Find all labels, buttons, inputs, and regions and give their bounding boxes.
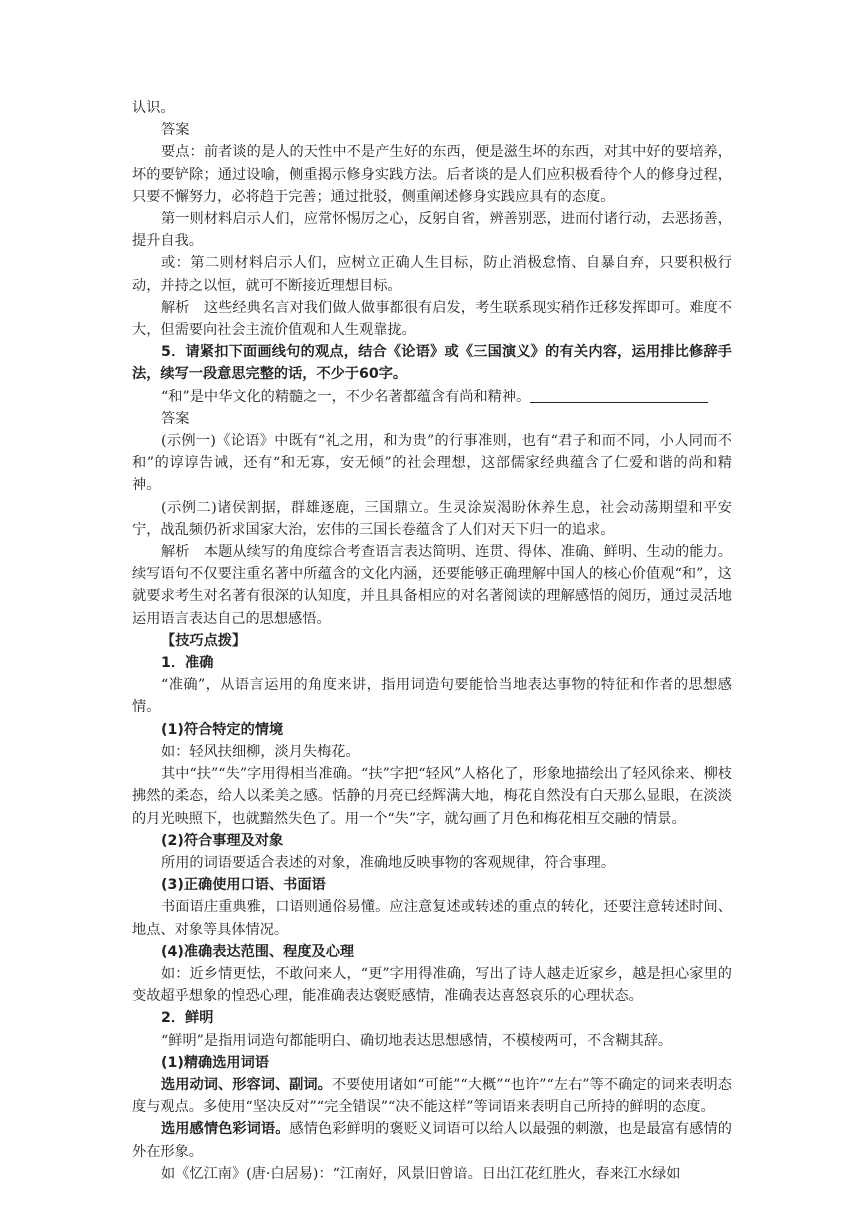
subheading: (1)精确选用词语 (161, 1054, 269, 1071)
heading-vivid: 2．鲜明 (161, 1010, 214, 1027)
paragraph: “鲜明”是指用词造句都能明白、确切地表达思想感情，不模棱两可，不含糊其辞。 (161, 1032, 673, 1049)
inline-bold-heading: 选用感情色彩词语。 (161, 1121, 290, 1138)
question-sentence (132, 386, 732, 408)
paragraph: “准确”，从语言运用的角度来讲，指用词造句要能恰当地表达事物的特征和作者的思想感情。 (132, 677, 732, 716)
analysis-text: 解析 本题从续写的角度综合考查语言表达简明、连贯、得体、准确、鲜明、生动的能力。续写语句不仅要注重名著中所蕴含的文化内涵，还要能够正确理解中国人的核心价值观“和”，这就要求考生对名著有很深的认知度，并且具备相应的对名著阅读的理解感悟的阅历，通过灵活地运用语言表达自己的思想感悟。 (132, 544, 732, 627)
answer-label: 答案 (161, 410, 190, 427)
answer-label: 答案 (161, 122, 190, 139)
subheading: (3)正确使用口语、书面语 (161, 877, 326, 894)
inline-bold-heading: 选用动词、形容词、副词。 (161, 1076, 332, 1093)
underlined-sentence: “和”是中华文化的精髓之一，不少名著都蕴含有尚和精神。 (161, 388, 531, 405)
paragraph: 书面语庄重典雅，口语则通俗易懂。应注意复述或转述的重点的转化，还要注意转述时间、地点、对象等具体情况。 (132, 899, 732, 938)
answer-text: 要点：前者谈的是人的天性中不是产生好的东西，便是滋生坏的东西，对其中好的要培养，坏的要铲除；通过设喻，侧重揭示修身实践方法。后者谈的是人们应积极看待个人的修身过程，只要不懈努力，必将趋于完善；通过批驳，侧重阐述修身实践应具有的态度。 (132, 144, 732, 205)
paragraph: 其中“扶”“失”字用得相当准确。“扶”字把“轻风”人格化了，形象地描绘出了轻风徐来、柳枝拂然的柔态，给人以柔美之感。恬静的月亮已经辉满大地，梅花自然没有白天那么显眼，在淡淡的月光映照下，也就黯然失色了。用一个“失”字，就勾画了月色和梅花相互交融的情景。 (132, 766, 732, 827)
inline-text: 不要使用诸如“可能”“大概”“也许”“左右”等不确定的词来表明态度与观点。多使用“坚决反对”“完全错误”“决不能这样”等词语来表明自己所持的鲜明的态度。 (132, 1076, 732, 1116)
paragraph: 如《忆江南》(唐·白居易)：“江南好，风景旧曾谙。日出江花红胜火，春来江水绿如 (161, 1165, 681, 1182)
answer-blank (530, 388, 708, 403)
subheading: (4)准确表达范围、程度及心理 (161, 943, 355, 960)
paragraph (132, 1074, 732, 1118)
answer-text: 或：第二则材料启示人们，应树立正确人生目标，防止消极怠惰、自暴自弃，只要积极行动，并持之以恒，就可不断接近理想目标。 (132, 255, 732, 294)
paragraph: 如：近乡情更怯，不敢问来人，“更”字用得准确，写出了诗人越走近家乡，越是担心家里的变故超乎想象的惶恐心理，能准确表达褒贬感情，准确表达喜怒哀乐的心理状态。 (132, 965, 732, 1005)
inline-text: 感情色彩鲜明的褒贬义词语可以给人以最强的刺激，也是最富有感情的外在形象。 (132, 1121, 732, 1160)
section-tip-heading: 【技巧点拨】 (161, 632, 247, 649)
analysis-text: 解析 这些经典名言对我们做人做事都很有启发，考生联系现实稍作迁移发挥即可。难度不大，但需要向社会主流价值观和人生观靠拢。 (132, 299, 732, 339)
subheading: (2)符合事理及对象 (161, 832, 284, 849)
example-one: (示例一)《论语》中既有“礼之用，和为贵”的行事准则，也有“君子和而不同，小人同而不和”的谆谆告诫，还有“和无寡，安无倾”的社会理想，这部儒家经典蕴含了仁爱和谐的尚和精神。 (132, 433, 732, 494)
subheading: (1)符合特定的情境 (161, 721, 284, 738)
question-5: 5．请紧扣下面画线句的观点，结合《论语》或《三国演义》的有关内容，运用排比修辞手法，续写一段意思完整的话，不少于60字。 (132, 344, 732, 383)
paragraph (132, 1118, 732, 1162)
answer-text: 第一则材料启示人们，应常怀惕厉之心，反躬自省，辨善别恶，进而付诸行动，去恶扬善，提升自我。 (132, 211, 732, 250)
text-column (132, 97, 732, 1185)
paragraph: 所用的词语要适合表述的对象，准确地反映事物的客观规律，符合事理。 (161, 854, 616, 871)
paragraph: 认识。 (132, 100, 175, 116)
example-two: (示例二)诸侯割据，群雄逐鹿，三国鼎立。生灵涂炭渴盼休养生息，社会动荡期望和平安宁，战乱频仍祈求国家大治，宏伟的三国长卷蕴含了人们对天下归一的追求。 (132, 499, 732, 538)
example-line: 如：轻风扶细柳，淡月失梅花。 (161, 743, 360, 760)
heading-accurate: 1．准确 (161, 655, 214, 672)
